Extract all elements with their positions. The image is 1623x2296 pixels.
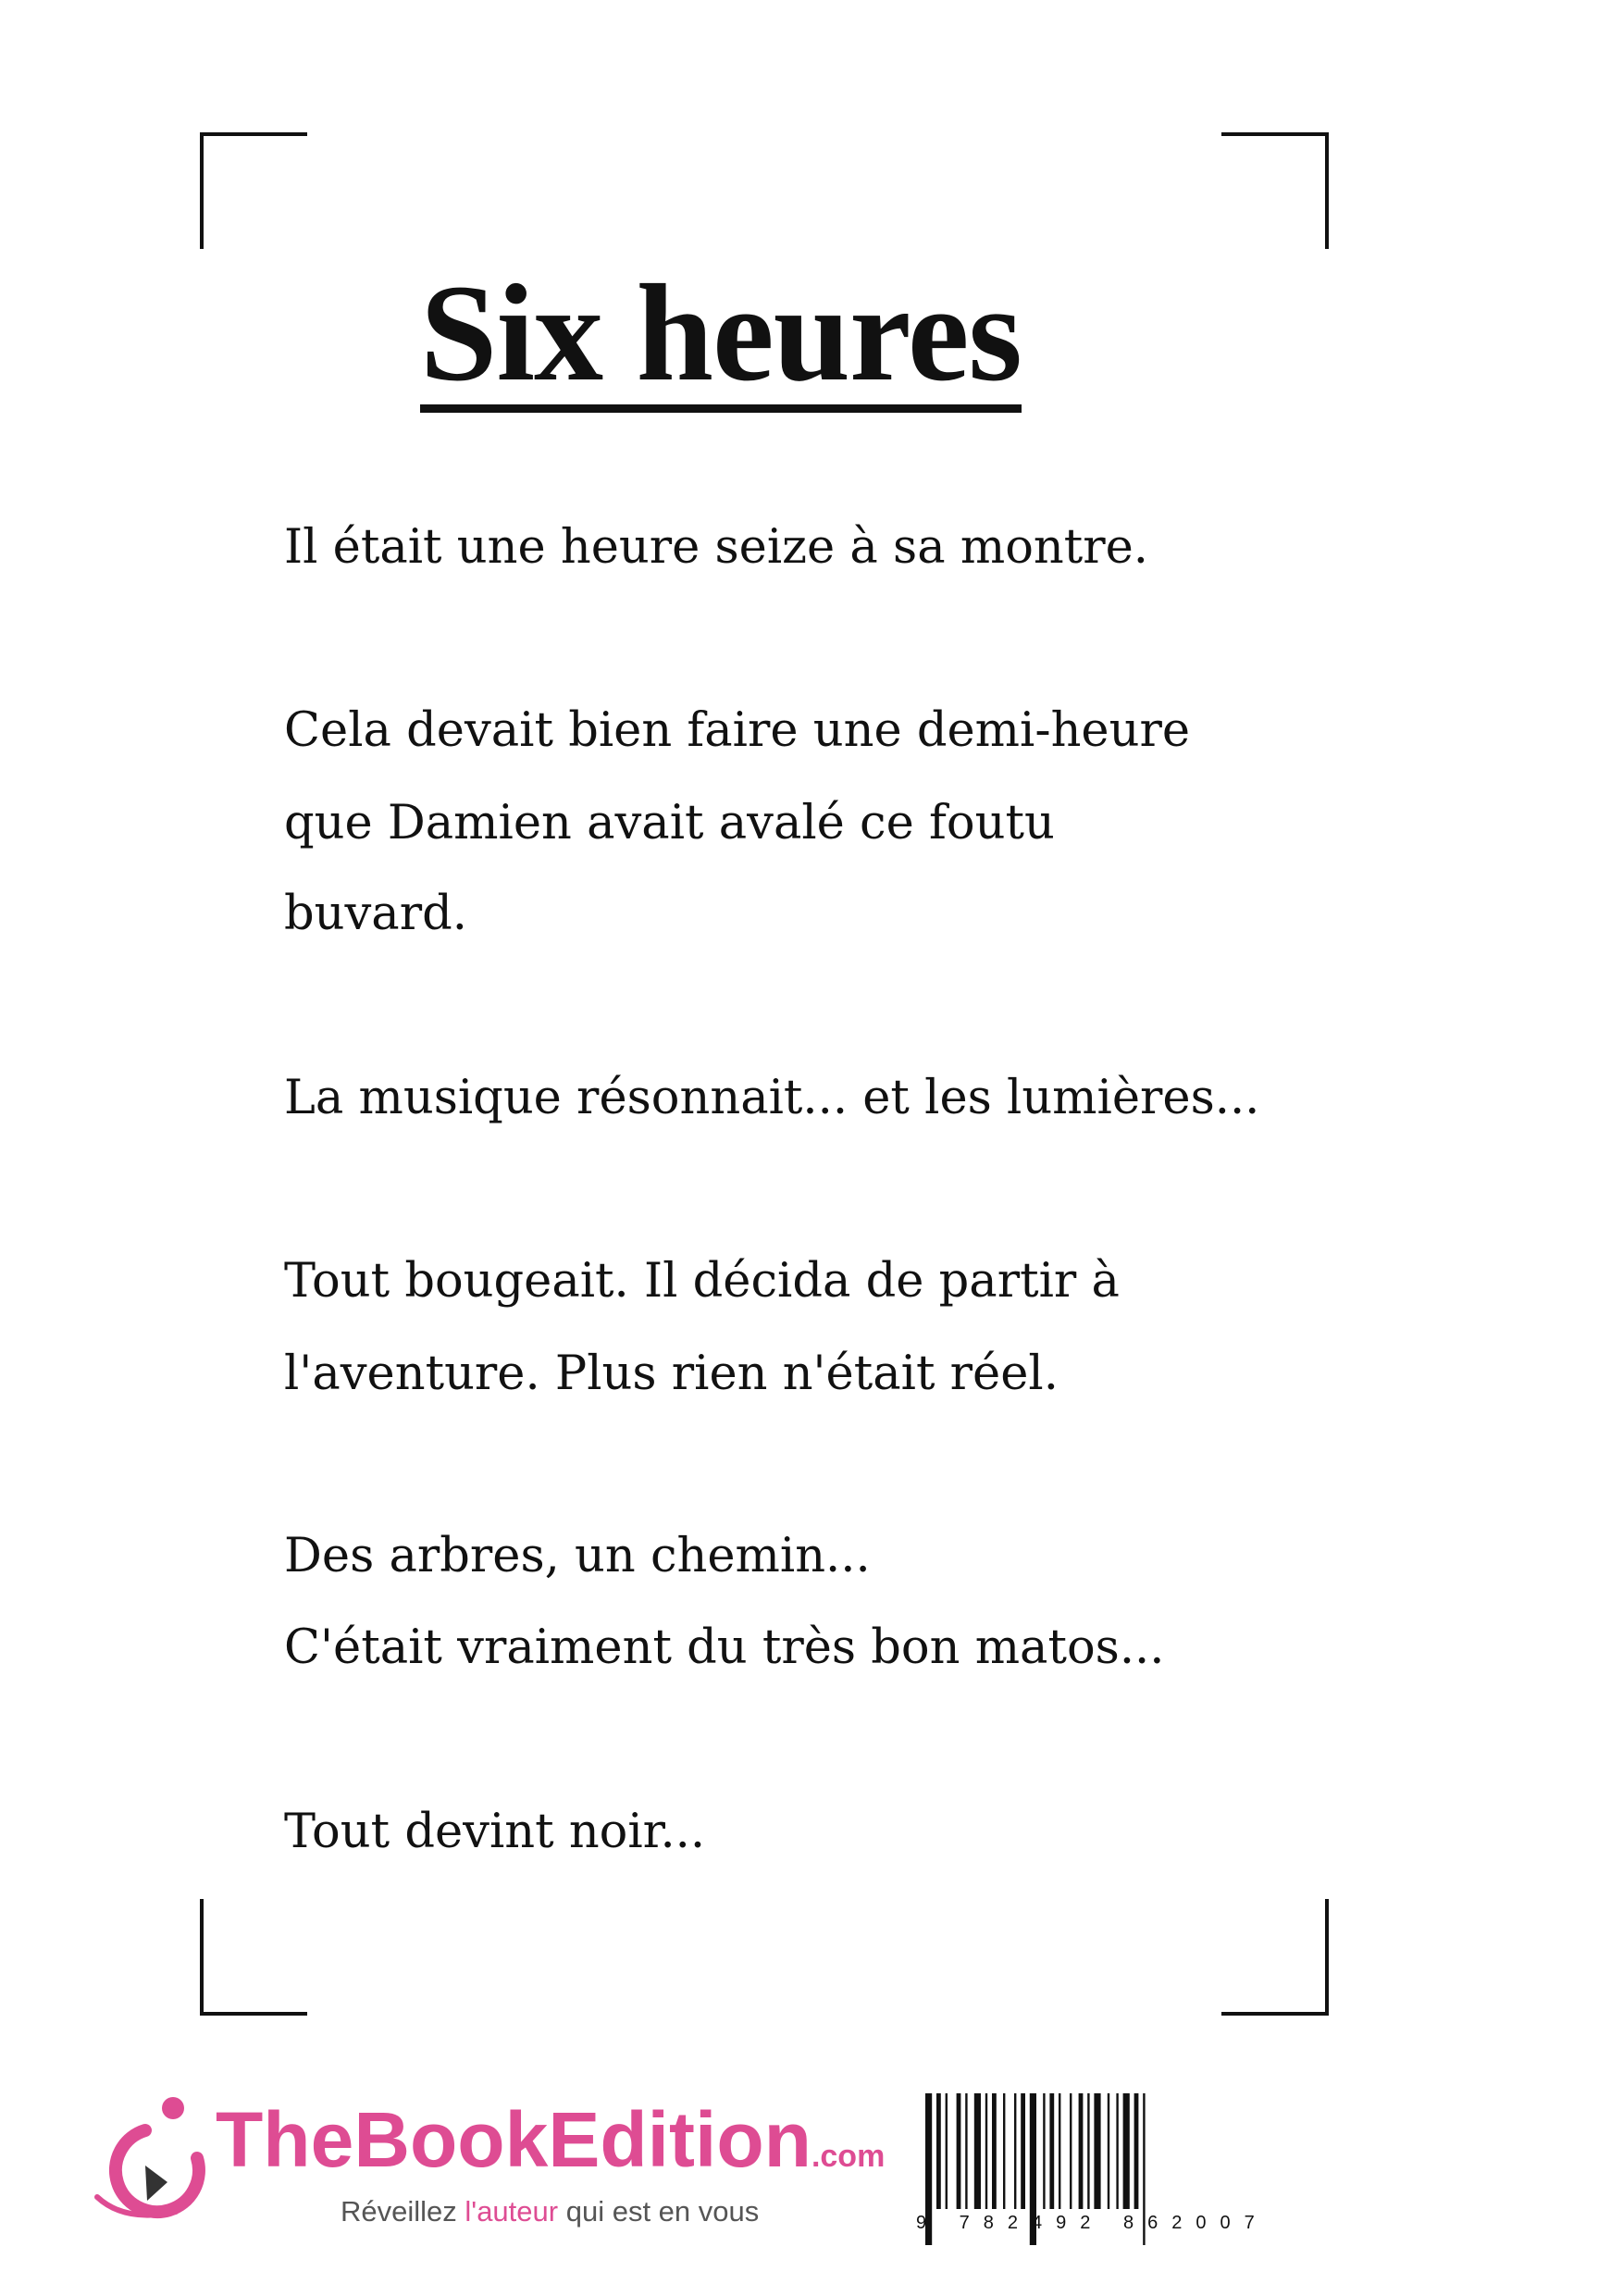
barcode-bar	[974, 2093, 981, 2209]
barcode-bar	[1108, 2093, 1109, 2209]
crop-mark-top-left	[200, 132, 307, 249]
text-line: Des arbres, un chemin...	[284, 1529, 871, 1583]
barcode-bar	[1014, 2093, 1016, 2209]
crop-mark-bottom-left	[200, 1899, 307, 2016]
person-circle-icon	[88, 2093, 208, 2232]
text-line: C'était vraiment du très bon matos...	[284, 1620, 1165, 1675]
barcode-bar	[1070, 2093, 1072, 2209]
barcode-bar	[946, 2093, 948, 2209]
barcode-bar	[1021, 2093, 1025, 2209]
text-line: Tout bougeait. Il décida de partir à	[284, 1254, 1120, 1309]
crop-mark-top-right	[1221, 132, 1329, 249]
barcode-bar	[965, 2093, 967, 2209]
barcode-bar	[1003, 2093, 1005, 2209]
barcode-bar	[1049, 2093, 1054, 2209]
barcode-bar	[1059, 2093, 1060, 2209]
publisher-name: TheBookEdition.com	[216, 2096, 886, 2183]
barcode-bar	[957, 2093, 961, 2209]
text-line: que Damien avait avalé ce foutu	[284, 796, 1055, 850]
barcode-bar	[936, 2093, 941, 2209]
barcode-bar	[992, 2093, 997, 2209]
text-line: La musique résonnait... et les lumières...	[284, 1071, 1260, 1125]
barcode-bar	[985, 2093, 987, 2209]
text-line: buvard.	[284, 887, 467, 941]
barcode-bar	[1123, 2093, 1130, 2209]
publisher-logo	[88, 2093, 886, 2241]
text-line: Il était une heure seize à sa montre.	[284, 520, 1149, 575]
barcode-digits: 9 782492 862007	[916, 2213, 1269, 2233]
barcode-bar	[1087, 2093, 1089, 2209]
barcode-bar	[1043, 2093, 1045, 2209]
barcode-bar	[1094, 2093, 1100, 2209]
text-line: Cela devait bien faire une demi-heure	[284, 703, 1191, 758]
barcode-bar	[1079, 2093, 1084, 2209]
barcode-bar	[1116, 2093, 1118, 2209]
barcode-bar	[1134, 2093, 1139, 2209]
text-line: Tout devint noir...	[284, 1805, 706, 1859]
page-title: Six heures	[420, 264, 1022, 413]
crop-mark-bottom-right	[1221, 1899, 1329, 2016]
publisher-tagline: Réveillez l'auteur qui est en vous	[341, 2195, 760, 2228]
text-line: l'aventure. Plus rien n'était réel.	[284, 1347, 1059, 1401]
